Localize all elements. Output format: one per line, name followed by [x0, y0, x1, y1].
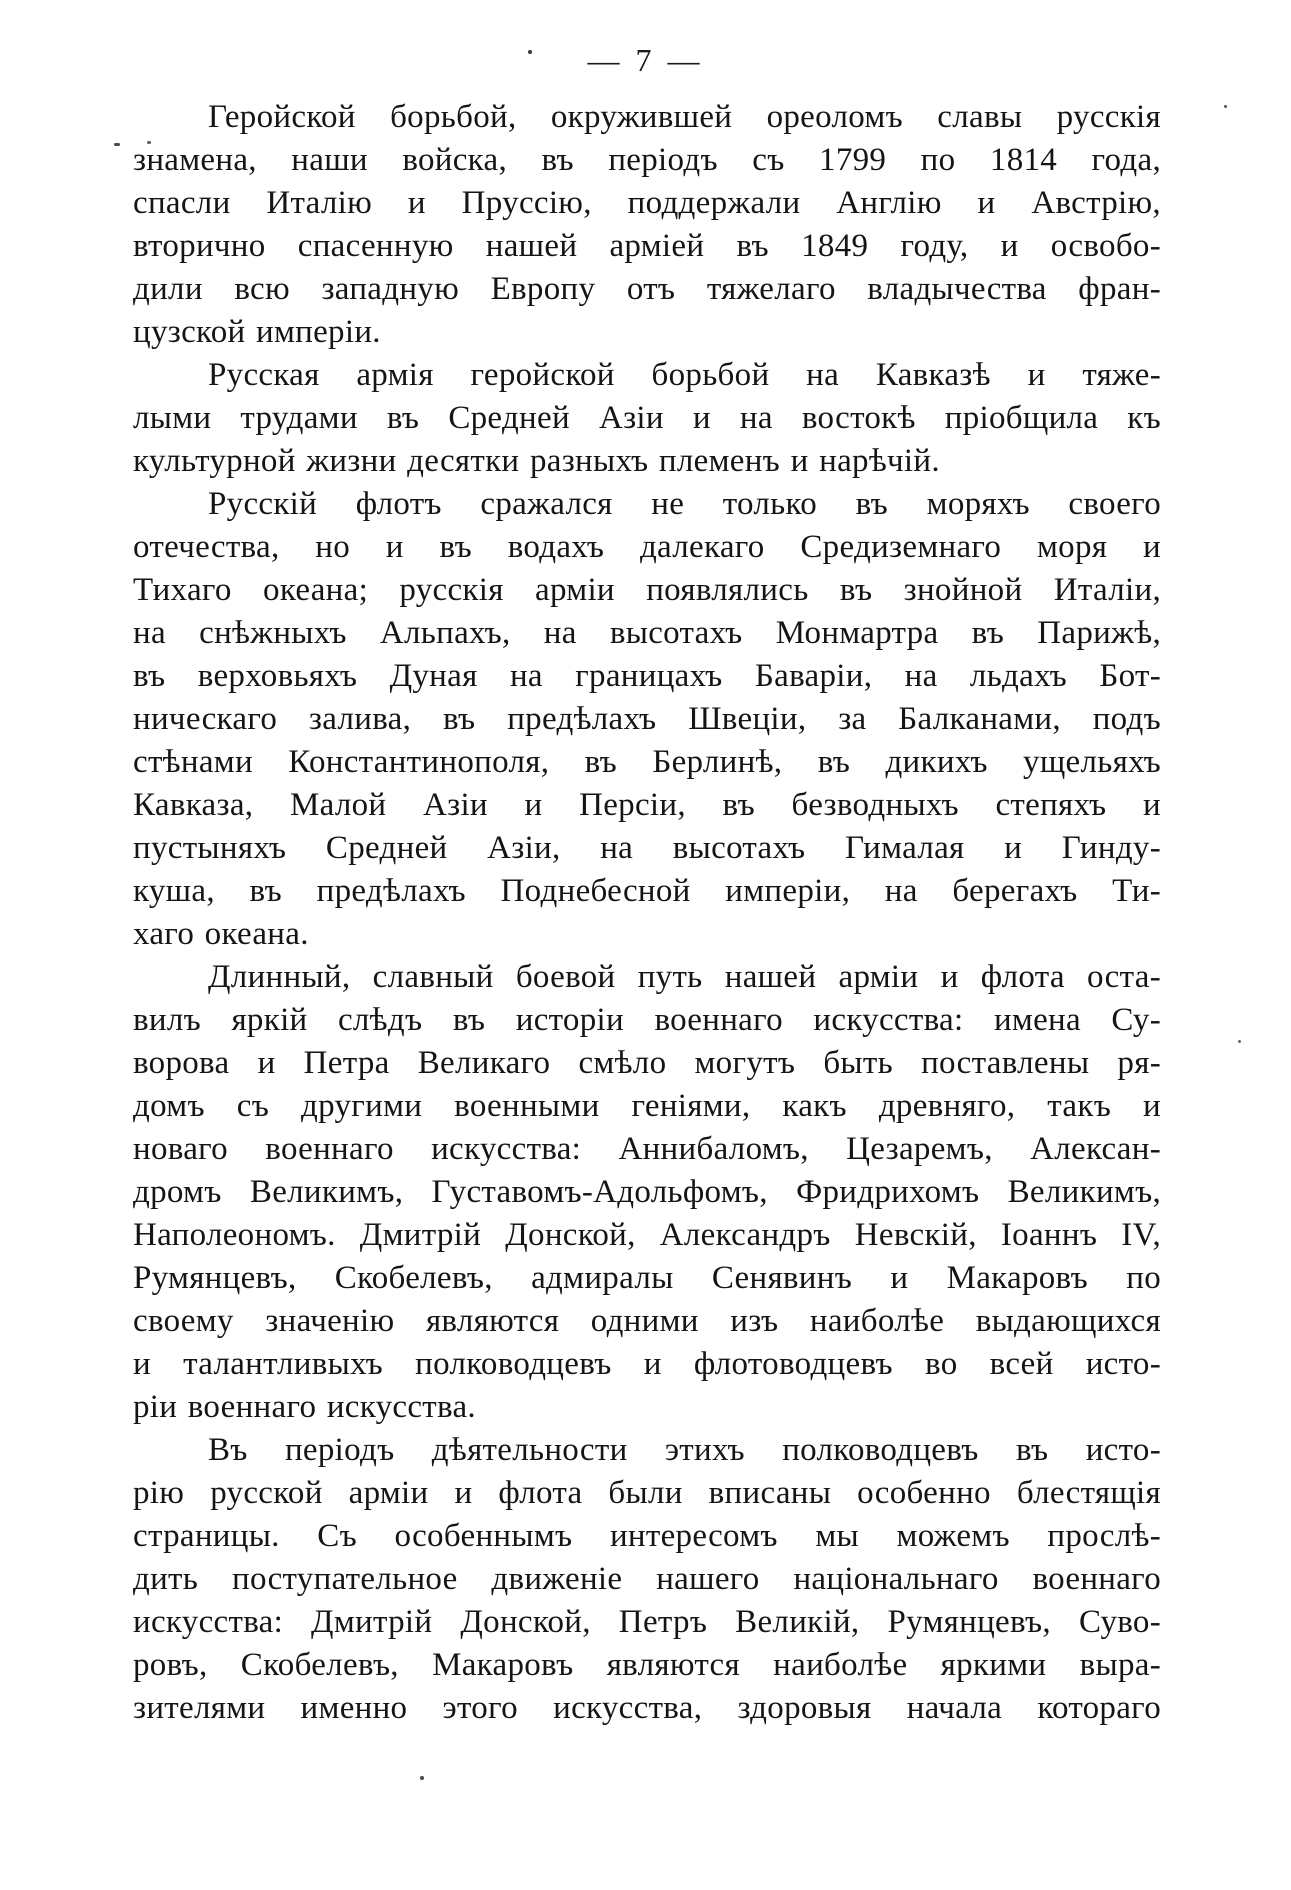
- text-line: хаго океана.: [133, 916, 309, 952]
- scan-speck: [420, 1776, 424, 1780]
- paragraph: [133, 956, 1161, 1429]
- text-line: дить поступательное движеніе нашего національнаго военнаго: [133, 1561, 1161, 1597]
- text-line: ріи военнаго искусства.: [133, 1389, 476, 1425]
- text-line: своему значенію являются одними изъ наиболѣе выдающихся: [133, 1303, 1161, 1339]
- text-line: стѣнами Константинополя, въ Берлинѣ, въ дикихъ ущельяхъ: [133, 744, 1161, 780]
- text-line: рію русской арміи и флота были вписаны особенно блестящія: [133, 1475, 1161, 1511]
- scan-speck: [1238, 1040, 1241, 1043]
- text-line: Кавказа, Малой Азіи и Персіи, въ безводныхъ степяхъ и: [133, 787, 1161, 823]
- paragraph: [133, 96, 1161, 354]
- scan-speck: [1224, 105, 1227, 108]
- paragraph: [133, 1429, 1161, 1730]
- text-line: Тихаго океана; русскія арміи появлялись въ знойной Италіи,: [133, 572, 1161, 608]
- text-line: ворова и Петра Великаго смѣло могутъ быть поставлены ря-: [133, 1045, 1161, 1081]
- scan-speck: [114, 143, 120, 146]
- text-line: отечества, но и въ водахъ далекаго Средиземнаго моря и: [133, 529, 1161, 565]
- text-line: новаго военнаго искусства: Аннибаломъ, Цезаремъ, Алексан-: [133, 1131, 1161, 1167]
- text-line: Наполеономъ. Дмитрій Донской, Александръ Невскій, Іоаннъ IV,: [133, 1217, 1161, 1253]
- text-line: Въ періодъ дѣятельности этихъ полководцевъ въ исто-: [208, 1432, 1161, 1468]
- text-line: Румянцевъ, Скобелевъ, адмиралы Сенявинъ и Макаровъ по: [133, 1260, 1161, 1296]
- paragraph: [133, 354, 1161, 483]
- text-line: спасли Италію и Пруссію, поддержали Англію и Австрію,: [133, 185, 1161, 221]
- text-line: куша, въ предѣлахъ Поднебесной имперіи, на берегахъ Ти-: [133, 873, 1161, 909]
- text-line: искусства: Дмитрій Донской, Петръ Великій, Румянцевъ, Суво-: [133, 1604, 1161, 1640]
- text-line: цузской имперіи.: [133, 314, 381, 350]
- text-line: Русская армія геройской борьбой на Кавказѣ и тяже-: [208, 357, 1161, 393]
- text-line: вторично спасенную нашей арміей въ 1849 году, и освобо-: [133, 228, 1161, 264]
- text-line: культурной жизни десятки разныхъ племенъ и нарѣчій.: [133, 443, 940, 479]
- page-number: — 7 —: [587, 42, 704, 78]
- text-line: домъ съ другими военными геніями, какъ древняго, такъ и: [133, 1088, 1161, 1124]
- text-line: на снѣжныхъ Альпахъ, на высотахъ Монмартра въ Парижѣ,: [133, 615, 1161, 651]
- text-line: Длинный, славный боевой путь нашей арміи и флота оста-: [208, 959, 1161, 995]
- text-line: Геройской борьбой, окружившей ореоломъ славы русскія: [208, 99, 1161, 135]
- text-line: въ верховьяхъ Дуная на границахъ Баваріи, на льдахъ Бот-: [133, 658, 1161, 694]
- text-line: зителями именно этого искусства, здоровыя начала котораго: [133, 1690, 1161, 1726]
- text-line: знамена, наши войска, въ періодъ съ 1799 по 1814 года,: [133, 142, 1161, 178]
- text-line: ническаго залива, въ предѣлахъ Швеціи, за Балканами, подъ: [133, 701, 1161, 737]
- text-line: пустыняхъ Средней Азіи, на высотахъ Гималая и Гинду-: [133, 830, 1161, 866]
- text-block: [133, 96, 1161, 1730]
- scan-speck: [528, 50, 532, 54]
- text-line: лыми трудами въ Средней Азіи и на востокѣ пріобщила къ: [133, 400, 1161, 436]
- text-line: и талантливыхъ полководцевъ и флотоводцевъ во всей исто-: [133, 1346, 1161, 1382]
- text-line: страницы. Съ особеннымъ интересомъ мы можемъ прослѣ-: [133, 1518, 1161, 1554]
- text-line: Русскій флотъ сражался не только въ моряхъ своего: [208, 486, 1161, 522]
- text-line: дили всю западную Европу отъ тяжелаго владычества фран-: [133, 271, 1161, 307]
- paragraph: [133, 483, 1161, 956]
- text-line: ровъ, Скобелевъ, Макаровъ являются наиболѣе яркими выра-: [133, 1647, 1161, 1683]
- text-line: вилъ яркій слѣдъ въ исторіи военнаго искусства: имена Су-: [133, 1002, 1161, 1038]
- text-line: дромъ Великимъ, Густавомъ-Адольфомъ, Фридрихомъ Великимъ,: [133, 1174, 1161, 1210]
